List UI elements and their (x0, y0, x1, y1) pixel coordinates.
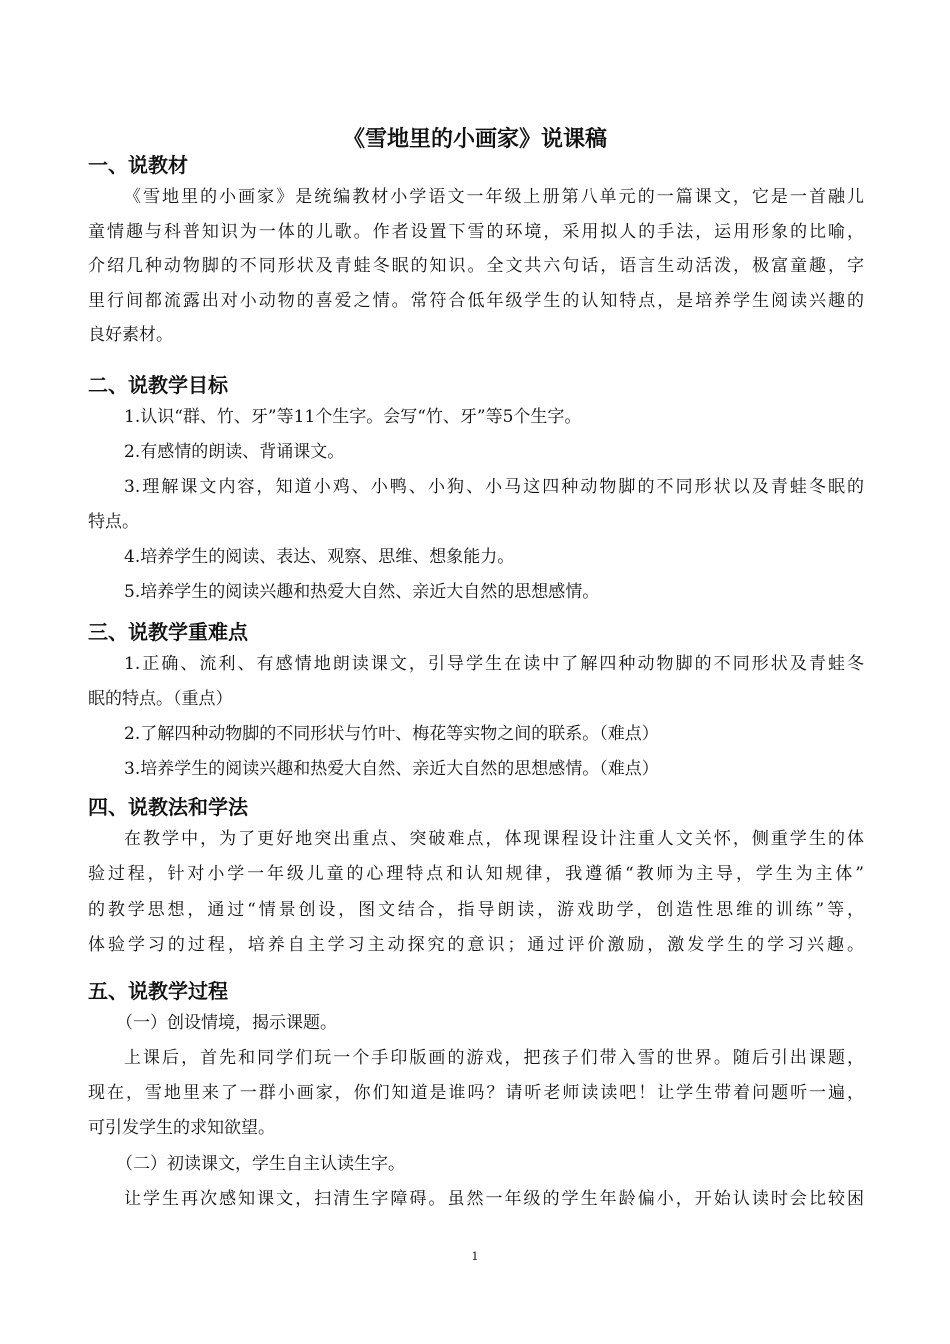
list-item: 1.正确、流利、有感情地朗读课文，引导学生在读中了解四种动物脚的不同形状及青蛙冬 (124, 654, 864, 674)
list-item: 5.培养学生的阅读兴趣和热爱大自然、亲近大自然的思想感情。 (124, 582, 600, 602)
paragraph-line: 验过程，针对小学一年级儿童的心理特点和认知规律，我遵循“教师为主导，学生为主体” (88, 864, 864, 884)
page-number: 1 (471, 1250, 479, 1263)
list-item-continuation: 特点。 (88, 512, 139, 532)
section-heading-2: 二、说教学目标 (88, 373, 228, 397)
section-heading-1: 一、说教材 (88, 153, 188, 177)
list-item: 1.认识“群、竹、牙”等11个生字。会写“竹、牙”等5个生字。 (124, 407, 582, 427)
paragraph-line: 现在，雪地里来了一群小画家，你们知道是谁吗？请听老师读读吧！让学生带着问题听一遍， (88, 1083, 864, 1103)
paragraph-line: 上课后，首先和同学们玩一个手印版画的游戏，把孩子们带入雪的世界。随后引出课题， (124, 1048, 864, 1068)
paragraph-line: 可引发学生的求知欲望。 (88, 1118, 275, 1138)
paragraph-line: 让学生再次感知课文，扫清生字障碍。虽然一年级的学生年龄偏小，开始认读时会比较困 (124, 1189, 864, 1209)
paragraph-line: 《雪地里的小画家》是统编教材小学语文一年级上册第八单元的一篇课文，它是一首融儿 (124, 187, 864, 207)
section-heading-4: 四、说教法和学法 (88, 795, 248, 819)
paragraph-line: 的教学思想，通过“情景创设，图文结合，指导朗读，游戏助学，创造性思维的训练”等， (88, 900, 864, 920)
paragraph-line: 童情趣与科普知识为一体的儿歌。作者设置下雪的环境，采用拟人的手法，运用形象的比喻， (88, 222, 864, 242)
paragraph-line: 里行间都流露出对小动物的喜爱之情。常符合低年级学生的认知特点，是培养学生阅读兴趣的 (88, 291, 864, 311)
list-item: 4.培养学生的阅读、表达、观察、思维、想象能力。 (124, 547, 515, 567)
section-heading-5: 五、说教学过程 (88, 979, 228, 1003)
paragraph-line: 介绍几种动物脚的不同形状及青蛙冬眠的知识。全文共六句话，语言生动活泼，极富童趣，字 (88, 256, 864, 276)
list-item: 3.理解课文内容，知道小鸡、小鸭、小狗、小马这四种动物脚的不同形状以及青蛙冬眠的 (124, 477, 864, 497)
list-item: 3.培养学生的阅读兴趣和热爱大自然、亲近大自然的思想感情。（难点） (124, 759, 659, 779)
subsection-heading: （二）初读课文，学生自主认读生字。 (116, 1154, 405, 1174)
document-title: 《雪地里的小画家》说课稿 (342, 127, 607, 152)
paragraph-line: 良好素材。 (88, 325, 173, 345)
list-item: 2.有感情的朗读、背诵课文。 (124, 442, 345, 462)
section-heading-3: 三、说教学重难点 (88, 620, 248, 644)
paragraph-line: 体验学习的过程，培养自主学习主动探究的意识；通过评价激励，激发学生的学习兴趣。 (88, 935, 864, 955)
paragraph-line: 在教学中，为了更好地突出重点、突破难点，体现课程设计注重人文关怀，侧重学生的体 (124, 829, 864, 849)
subsection-heading: （一）创设情境，揭示课题。 (116, 1013, 337, 1033)
list-item-continuation: 眠的特点。（重点） (88, 689, 233, 709)
list-item: 2.了解四种动物脚的不同形状与竹叶、梅花等实物之间的联系。（难点） (124, 724, 659, 744)
